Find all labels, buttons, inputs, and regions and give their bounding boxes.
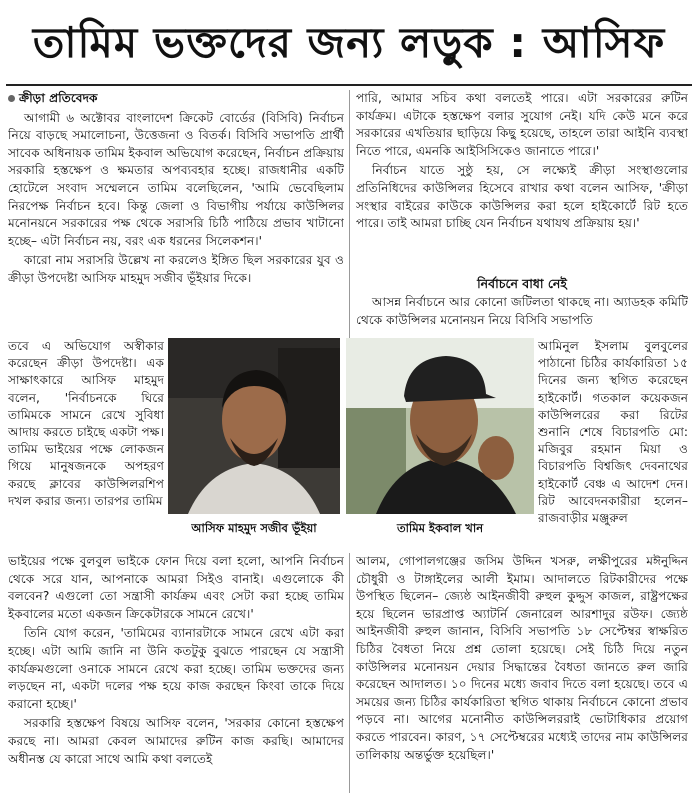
tamim-portrait-icon (346, 338, 534, 514)
left-paragraph: কারো নাম সরাসরি উল্লেখ না করলেও ইঙ্গিত ছিল সরকারের যুব ও ক্রীড়া উপদেষ্টা আসিফ মাহমুদ সজীব ভূঁইয়ার দিকে। (8, 253, 344, 285)
right-paragraph: নির্বাচন যাতে সুষ্ঠু হয়, সে লক্ষ্যেই ক্রীড়া সংস্থাগুলোর প্রতিনিধিদের কাউন্সিলর হিসেবে রাখার কথা বলেন আসিফ, 'ক্রীড়া সংস্থার বাইরের কাউকে কাউন্সিলর করা হলে হাইকোর্টে রিট হতে পারে। তাই আমরা চাচ্ছি যেন নির্বাচন যথাযথ প্রক্রিয়ায় হয়।' (356, 163, 688, 231)
tamim-photo-caption: তামিম ইকবাল খান (346, 518, 534, 538)
headline: তামিম ভক্তদের জন্য লড়ুক : আসিফ (32, 18, 666, 67)
bottom-right-paragraph: আলম, গোপালগঞ্জের জসিম উদ্দিন খসরু, লক্ষীপুরের মঈনুদ্দিন চৌধুরী ও টাঙ্গাইলের আলী ইমাম। আদালতে রিটকারীদের পক্ষে উপস্থিত ছিলেন– জ্যেষ্ঠ আইনজীবী রুহুল কুদ্দুস কাজল, রাষ্ট্রপক্ষের হয়ে ছিলেন ভারপ্রাপ্ত অ্যাটর্নি জেনারেল আরশাদুর রউফ। জ্যেষ্ঠ আইনজীবী রুহুল জানান, বিসিবি সভাপতি ১৮ সেপ্টেম্বর স্বাক্ষরিত চিঠির বৈধতা নিয়ে প্রশ্ন তোলা হয়েছে। সেই চিঠি দিয়ে নতুন কাউন্সিলর মনোনয়ন দেয়ার সিদ্ধান্তের বৈধতা জানতে রুল জারি করেছেন আদালত। ১০ দিনের মধ্যে জবাব দিতে বলা হয়েছে। তবে এ সময়ের জন্য চিঠির কার্যকারিতা স্থগিত থাকায় নির্বাচনে কোনো প্রভাব পড়বে না। আগের মনোনীত কাউন্সিলররাই ভোটাধিকার প্রয়োগ করতে পারবেন। কারণ, ১৭ সেপ্টেম্বরের মধ্যেই তাদের নাম কাউন্সিলর তালিকায় অন্তর্ভুক্ত হয়েছিল।' (356, 554, 688, 762)
right-paragraph: পারি, আমার সচিব কথা বলতেই পারে। এটা সরকারের রুটিন কার্যক্রম। এটাকে হস্তক্ষেপ বলার সুযোগ নেই। যদি কেউ মনে করে সরকারের এখতিয়ার ছাড়িয়ে কিছু হয়েছে, তাহলে তারা আইনি ব্যবস্থা নিতে পারে, এমনকি আইসিসিকেও জানাতে পারে।' (356, 91, 688, 158)
headline-rule (6, 84, 692, 86)
right-narrow-text: আমিনুল ইসলাম বুলবুলের পাঠানো চিঠির কার্যকারিতা ১৫ দিনের জন্য স্থগিত করেছেন হাইকোর্ট। গতকাল কয়েকজন কাউন্সিলরের করা রিটের শুনানি শেষে বিচারপতি মো: মজিবুর রহমান মিয়া ও বিচারপতি বিশ্বজিৎ দেবনাথের হাইকোর্ট বেঞ্চ এ আদেশ দেন। রিট আবেদনকারীরা হলেন– রাজবাড়ীর মঞ্জুরুল (538, 339, 688, 526)
column-divider (349, 553, 350, 793)
tamim-photo (346, 338, 534, 514)
right-narrow-column (538, 338, 688, 550)
left-narrow-column (8, 338, 164, 550)
bottom-right-column (356, 553, 688, 793)
bullet-icon (8, 95, 15, 102)
left-narrow-text: তবে এ অভিযোগ অস্বীকার করেছেন ক্রীড়া উপদেষ্টা। এক সাক্ষাৎকারে আসিফ মাহমুদ বলেন, 'নির্বাচনকে ঘিরে তামিমকে সামনে রেখে সুবিধা আদায় করতে চাইছে একটা পক্ষ। তামিম ভাইয়ের পক্ষে লোকজন গিয়ে মানুষজনকে অপহরণ করছে ক্লাবের কাউন্সিলরশিপ দখল করার জন্য। তারপর তামিম (8, 339, 164, 508)
asif-portrait-icon (168, 338, 340, 514)
left-column (8, 90, 344, 337)
right-paragraph: আসন্ন নির্বাচনে আর কোনো জটিলতা থাকছে না। অ্যাডহক কমিটি থেকে কাউন্সিলর মনোনয়ন নিয়ে বিসিবি সভাপতি (356, 295, 688, 327)
bottom-left-column (8, 553, 344, 793)
column-divider (349, 90, 350, 338)
asif-photo (168, 338, 340, 514)
subheading: নির্বাচনে বাধা নেই (477, 276, 567, 291)
byline: ক্রীড়া প্রতিবেদক (19, 91, 98, 105)
bottom-left-paragraph: সরকারি হস্তক্ষেপ বিষয়ে আসিফ বলেন, 'সরকার কোনো হস্তক্ষেপ করছে না। আমরা কেবল আমাদের রুটিন কাজ করছি। আমাদের অধীনস্ত যে কারো সাথে আমি কথা বলতেই (8, 716, 344, 766)
left-paragraph: আগামী ৬ অক্টোবর বাংলাদেশ ক্রিকেট বোর্ডের (বিসিবি) নির্বাচন নিয়ে বাড়ছে সমালোচনা, উত্তেজনা ও বিতর্ক। বিসিবি সভাপতি প্রার্থী সাবেক অধিনায়ক তামিম ইকবাল অভিযোগ করেছেন, নির্বাচন প্রক্রিয়ায় সরকারি হস্তক্ষেপ ও ক্ষমতার অপব্যবহার হচ্ছে। রাজধানীর একটি হোটেলে সংবাদ সম্মেলনে তামিম বলেছিলেন, 'আমি ভেবেছিলাম নিরপেক্ষ নির্বাচন হবে। কিন্তু জেলা ও বিভাগীয় পর্যায়ে কাউন্সিলর মনোনয়নে সরকারের পক্ষ থেকে সরাসরি চিঠি পাঠিয়ে প্রভাব খাটানো হচ্ছে– এটা নির্বাচন নয়, বরং এক ধরনের সিলেকশন।' (8, 110, 344, 248)
bottom-left-paragraph: তিনি যোগ করেন, 'তামিমের ব্যানারটাকে সামনে রেখে এটা করা হচ্ছে। এটা আমি জানি না উনি কতটুকু বুঝতে পারছেন যে সন্ত্রাসী কার্যক্রমগুলো ওনাকে সামনে রেখে করা হচ্ছে। তামিম ভক্তদের জন্য লড়ছেন না, একটা দলের পক্ষ হয়ে কাজ করছেন কিংবা তাকে দিয়ে করানো হচ্ছে।' (8, 626, 344, 711)
right-column (356, 90, 688, 278)
right-column-2 (356, 294, 688, 334)
asif-photo-caption: আসিফ মাহমুদ সজীব ভূঁইয়া (168, 518, 340, 538)
bottom-left-paragraph: ভাইয়ের পক্ষে বুলবুল ভাইকে ফোন দিয়ে বলা হলো, আপনি নির্বাচন থেকে সরে যান, আপনাকে আমরা সিইও বানাই। এগুলোকে কী বলবেন? এগুলো তো সন্ত্রাসী কার্যক্রম এবং সেটা করা হচ্ছে তামিম ইকবালের মতো একজন ক্রিকেটারকে সামনে রেখে।' (8, 554, 344, 621)
